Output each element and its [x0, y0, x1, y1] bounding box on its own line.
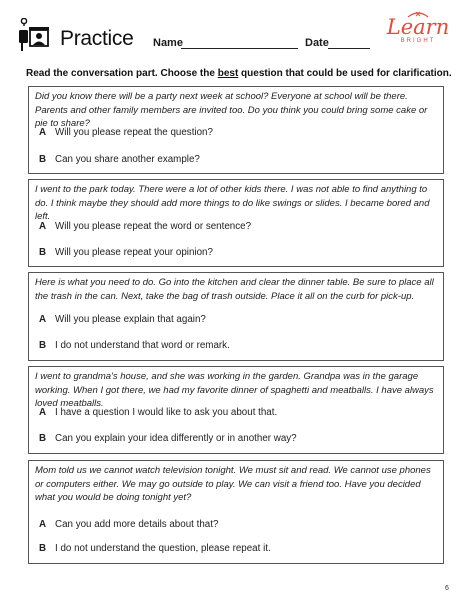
option-letter: A — [39, 314, 47, 325]
answer-option-a[interactable] — [39, 407, 277, 418]
option-letter: B — [39, 154, 47, 165]
logo-sparkle-icon — [406, 10, 430, 18]
logo-subtext: BRIGHT — [400, 38, 436, 44]
question-box-4 — [28, 366, 444, 454]
answer-option-a[interactable] — [39, 314, 206, 325]
student-desk-icon — [18, 18, 50, 52]
logo-text: Learn — [386, 15, 450, 39]
question-prompt: Here is what you need to do. Go into the kitchen and clear the dinner table. Be sure to place all the trash in the can. Next, take the bag of trash outside. Place it all on the curb for pick-up. — [35, 277, 434, 302]
option-text: Can you explain your idea differently or in another way? — [55, 433, 297, 444]
answer-option-b[interactable] — [39, 433, 297, 444]
option-text: Will you please repeat your opinion? — [55, 247, 213, 258]
date-field-line[interactable] — [328, 48, 370, 49]
answer-option-b[interactable] — [39, 543, 271, 554]
question-box-1 — [28, 86, 444, 174]
question-prompt: Mom told us we cannot watch television tonight. We must sit and read. We cannot use phones or computers either. We may go outside to play. We can visit a friend too. Have you decided what you would be doing tonight yet? — [35, 465, 431, 503]
instructions — [26, 68, 452, 79]
question-prompt: Did you know there will be a party next week at school? Everyone at school will be there. Parents and other family members are invited too. Do you think you could bring some cake or pie to share? — [35, 91, 428, 129]
instructions-emphasis: best — [217, 68, 239, 79]
answer-option-a[interactable] — [39, 221, 251, 232]
option-letter: B — [39, 340, 47, 351]
option-text: Can you share another example? — [55, 154, 200, 165]
answer-option-a[interactable] — [39, 519, 218, 530]
answer-option-a[interactable] — [39, 127, 213, 138]
option-letter: B — [39, 433, 47, 444]
option-letter: A — [39, 407, 47, 418]
instructions-text-before: Read the conversation part. Choose the — [26, 68, 218, 79]
option-text: Will you please repeat the word or sentence? — [55, 221, 252, 232]
name-label: Name — [153, 37, 183, 49]
option-letter: A — [39, 127, 47, 138]
name-field-line[interactable] — [181, 48, 298, 49]
question-prompt: I went to grandma's house, and she was working in the garden. Grandpa was in the garage working. When I got there, we had my favorite dinner of spaghetti and meatballs. I have always loved meatballs. — [35, 371, 434, 409]
worksheet-header — [0, 0, 474, 62]
date-label: Date — [305, 37, 329, 49]
answer-option-b[interactable] — [39, 340, 230, 351]
option-letter: B — [39, 247, 47, 258]
instructions-text-after: question that could be used for clarification. — [238, 68, 452, 79]
option-letter: A — [39, 221, 47, 232]
answer-option-b[interactable] — [39, 247, 213, 258]
page-number: 6 — [445, 585, 449, 592]
option-text: Can you add more details about that? — [55, 519, 219, 530]
option-text: Will you please explain that again? — [55, 314, 206, 325]
option-text: Will you please repeat the question? — [55, 127, 213, 138]
page-title: Practice — [60, 27, 134, 50]
option-letter: A — [39, 519, 47, 530]
learn-bright-logo — [382, 16, 454, 56]
question-box-2 — [28, 179, 444, 267]
option-letter: B — [39, 543, 47, 554]
option-text: I do not understand that word or remark. — [55, 340, 230, 351]
option-text: I have a question I would like to ask you about that. — [55, 407, 278, 418]
option-text: I do not understand the question, please repeat it. — [55, 543, 271, 554]
question-prompt: I went to the park today. There were a lot of other kids there. I was not able to find anything to do. I think maybe they should add more things to do like swings or slides. I became bored and left. — [35, 184, 430, 222]
question-box-3 — [28, 272, 444, 361]
answer-option-b[interactable] — [39, 154, 200, 165]
question-box-5 — [28, 460, 444, 564]
